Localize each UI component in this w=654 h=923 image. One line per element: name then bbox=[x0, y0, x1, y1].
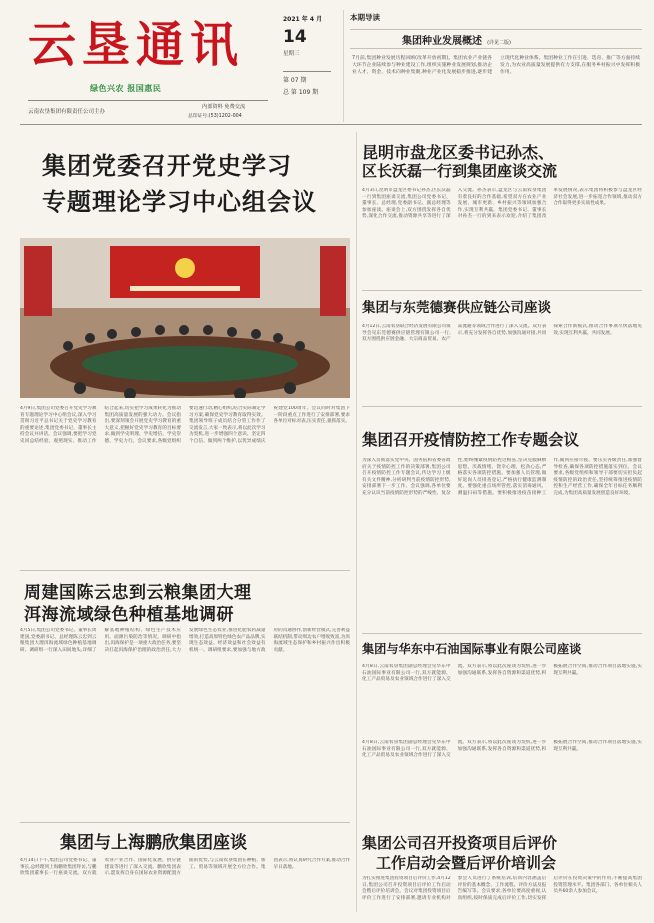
masthead-title-char: 通 bbox=[136, 17, 185, 73]
publisher: 云南农垦集团有限责任公司主办 bbox=[28, 109, 106, 115]
weekday: 星期三 bbox=[283, 51, 300, 57]
total-issue: 总 第 109 期 bbox=[283, 89, 319, 96]
article-headline: 集团与上海鹏欣集团座谈 bbox=[60, 833, 247, 853]
date-block bbox=[283, 14, 337, 122]
article-party-history bbox=[20, 140, 350, 566]
date-year-month: 2021 年 4 月 bbox=[283, 16, 323, 23]
article-headline: 集团召开疫情防控工作专题会议 bbox=[362, 430, 580, 449]
article-body: 4月14日下午,集团公司党委书记、董事长,总经理到上海鹏欣集团拜访,与鹏欣集团董事长一行座谈交流。双方就农业产业合作、国际化发展、供应链建设等进行了深入交流。鹏欣集团表示,愿发挥自身在国际农业资源配置方面的优势,与云南农垦集团在种植、加工、贸易等领域开展全方位合作。集团表示,将认真研究合作方案,推动合作早日落地。 bbox=[20, 858, 350, 877]
article-headline: 工作启动会暨后评价培训会 bbox=[376, 854, 557, 872]
masthead-title bbox=[28, 14, 238, 82]
masthead-slogan: 绿色兴农 报国惠民 bbox=[90, 84, 162, 93]
guide-label: 本期导读 bbox=[350, 13, 380, 22]
meeting-photo bbox=[20, 238, 350, 398]
article-shanghai bbox=[20, 826, 350, 922]
article-body: 为深入贯彻落实党中央、国务院和省委省政府关于疫情防控工作的决策部署,集团公司召开疫情防控工作专题会议,传达学习上级有关文件精神,分析研判当前疫情防控形势,安排部署下一步工作。会议强调,各单位要充分认识当前疫情防控形势的严峻性、复杂性,始终绷紧疫情防控这根弦,坚决克服麻痹思想、厌战情绪、侥幸心理、松劲心态,严格落实各项防控措施。要加强人员管理,做好返岗人员排查登记,严格执行健康监测制度。要强化重点场所管控,落实消毒通风、测温扫码等措施。要积极推进疫苗接种工作,做到应接尽接。要压实各级责任,加强督导检查,确保各项防控措施落实到位。会议要求,各级党组织和领导干部要切实担负起疫情防控的政治责任,坚持统筹推进疫情防控和生产经营工作,确保全年目标任务顺利完成,为集团高质量发展创造良好环境。 bbox=[362, 458, 642, 496]
issue-number: 第 07 期 bbox=[283, 77, 307, 84]
article-epidemic bbox=[362, 420, 642, 630]
internal-note: 内部资料 免费交流 bbox=[202, 104, 246, 110]
masthead bbox=[0, 0, 654, 122]
article-headline: 集团与东莞德赛供应链公司座谈 bbox=[362, 300, 551, 316]
article-headline: 集团公司召开投资项目后评价 bbox=[362, 834, 558, 852]
article-headline: 洱海流域绿色种植基地调研 bbox=[24, 605, 234, 625]
license-number: 总印证号:(53)1202-004 bbox=[188, 114, 242, 119]
masthead-title-char: 云 bbox=[28, 17, 77, 73]
article-headline: 周建国陈云忠到云粮集团大理 bbox=[24, 583, 252, 603]
guide-headline-note: (详见二版) bbox=[487, 40, 511, 46]
guide-headline: 集团种业发展概述 bbox=[402, 36, 482, 47]
article-grain bbox=[20, 578, 350, 816]
article-evaluation bbox=[362, 740, 642, 922]
article-headline: 昆明市盘龙区委书记孙杰、 bbox=[362, 143, 555, 162]
guide-body: 7月前,集团种业发展历程回顾(改革开放初期)。集团农业产业链各大环节企业陆续参与种业建设工作,组织实施种业发展规划,推动企业人才、资金、技术向种业集聚,种业产业化发展稳步推进,逐步建立现代化种业体系。集团种业工作在引进、选育、推广等方面持续发力,为农业高质量发展提供有力支撑,在服务乡村振兴中发挥积极作用。 bbox=[352, 56, 640, 75]
guide-box bbox=[350, 12, 642, 100]
article-body: 4月9日,集团公司党委召开党史学习教育专题理论学习中心组会议,深入学习贯彻习近平总书记关于党史学习教育的重要论述,集团党委书记、董事长主持会议并讲话。会议强调,要把学习党史同总结经验、观照现实、推动工作结合起来,切实把学习成果转化为推动集团高质量发展的强大动力。会议指出,要深刻领会开展党史学习教育的重大意义,把握好党史学习教育的目标要求,做到学史明理、学史增信、学史崇德、学史力行。会议要求,各级党组织要迅速行动,精心组织,结合实际制定学习方案,确保党史学习教育取得实效。集团领导班子成员结合分管工作作了交流发言,大家一致表示,将以此次学习为契机,进一步增强四个意识、坚定四个自信、做到两个维护,以优异成绩庆祝建党100周年。会议同时对集团下一阶段重点工作进行了安排部署,要求各单位对标对表,压实责任,狠抓落实。 bbox=[20, 406, 350, 444]
article-body: 4月8日,云南农垦集团副总经理会见华东中石油国际事业有限公司一行,双方就能源、化工产品贸易及农业领域合作进行了深入交流。双方表示,将以此次座谈为契机,进一步加强沟通联系,发挥各自资源和渠道优势,积极拓展合作空间,推动合作项目落地实施,实现互利共赢。 bbox=[362, 664, 642, 683]
article-headline: 专题理论学习中心组会议 bbox=[42, 187, 317, 216]
article-headline: 集团党委召开党史学习 bbox=[42, 151, 292, 180]
article-body: 4月5日,集团公司党委书记、董事长周建国,党委副书记、总经理陈云忠到云粮集团大理洱海流域绿色种植基地调研。调研组一行深入田间地头,详细了解基地种植结构、绿色生产技术应用、面源污染防治等情况。调研中指出,洱海保护是一项重大政治任务,要坚决扛起洱海保护治理的政治责任,大力发展绿色生态农业,推进化肥农药减量增效,打造高原特色绿色农产品品牌,实现生态效益、经济效益和社会效益有机统一。调研组要求,要加强与地方政府的沟通协作,创新经营模式,完善利益联结机制,带动周边农户增收致富,为洱海流域生态保护和乡村振兴作出积极贡献。 bbox=[20, 628, 350, 653]
meeting-photo-illustration bbox=[20, 238, 350, 398]
guide-headline-row bbox=[402, 29, 511, 48]
article-body-continued: 4月8日,云南农垦集团副总经理会见华东中石油国际事业有限公司一行,双方就能源、化工产品贸易及农业领域合作进行了深入交流。双方表示,将以此次座谈为契机,进一步加强沟通联系,发挥各自资源和渠道优势,积极拓展合作空间,推动合作项目落地实施,实现互利共赢。 bbox=[362, 740, 642, 759]
article-headline: 集团与华东中石油国际事业有限公司座谈 bbox=[362, 642, 582, 656]
date-day: 14 bbox=[283, 27, 307, 47]
article-body: 4月3日,昆明市盘龙区委书记孙杰,区长沃磊一行到集团座谈交流,集团公司党委书记、董事长、总经理,党委副书记、副总经理等参加座谈。座谈会上,双方围绕发挥各自优势,深化合作交流,推动资源共享等进行了深入交流。孙杰表示,盘龙区与云南农垦集团有着良好的合作基础,希望双方在农业产业发展、城市更新、乡村振兴等领域加强合作,实现互利共赢。集团党委书记、董事长对孙杰一行的到来表示欢迎,介绍了集团改革发展情况,表示集团将积极参与盘龙区经济社会发展,进一步拓宽合作领域,推动双方合作取得更多实质性成果。 bbox=[362, 188, 642, 220]
article-body: 为扎实推进集团投资项目后评价工作,4月12日,集团公司召开投资项目后评价工作启动会暨后评价培训会。会议对集团投资项目后评价工作进行了安排部署,邀请专业机构对参会人员进行了系统培训,培训内容涵盖后评价的基本概念、工作流程、评价方法及报告编写等。会议要求,各单位要高度重视,认真组织,按时保质完成后评价工作,切实发挥后评价在投资决策中的作用,不断提高集团投资管理水平。集团各部门、各单位相关人员共60余人参加会议。 bbox=[362, 876, 642, 901]
article-headline: 区长沃磊一行到集团座谈交流 bbox=[362, 162, 558, 180]
article-kunming bbox=[362, 136, 642, 284]
article-body: 4月12日,云南农垦联合经济发展有限公司领导会见东莞德赛供应链管理有限公司一行,双方围绕供应链金融、大宗商品贸易、农产品流通等领域合作进行了深入交流。双方表示,将充分发挥各自优势,加强沟通对接,共同探索合作新模式,推动合作事项尽快落地见效,实现互利共赢、共同发展。 bbox=[362, 324, 642, 343]
article-cnooc bbox=[362, 636, 642, 722]
masthead-title-char: 垦 bbox=[82, 17, 131, 73]
article-dongguan bbox=[362, 294, 642, 404]
masthead-title-char: 讯 bbox=[190, 17, 239, 73]
masthead-divider bbox=[28, 100, 268, 101]
